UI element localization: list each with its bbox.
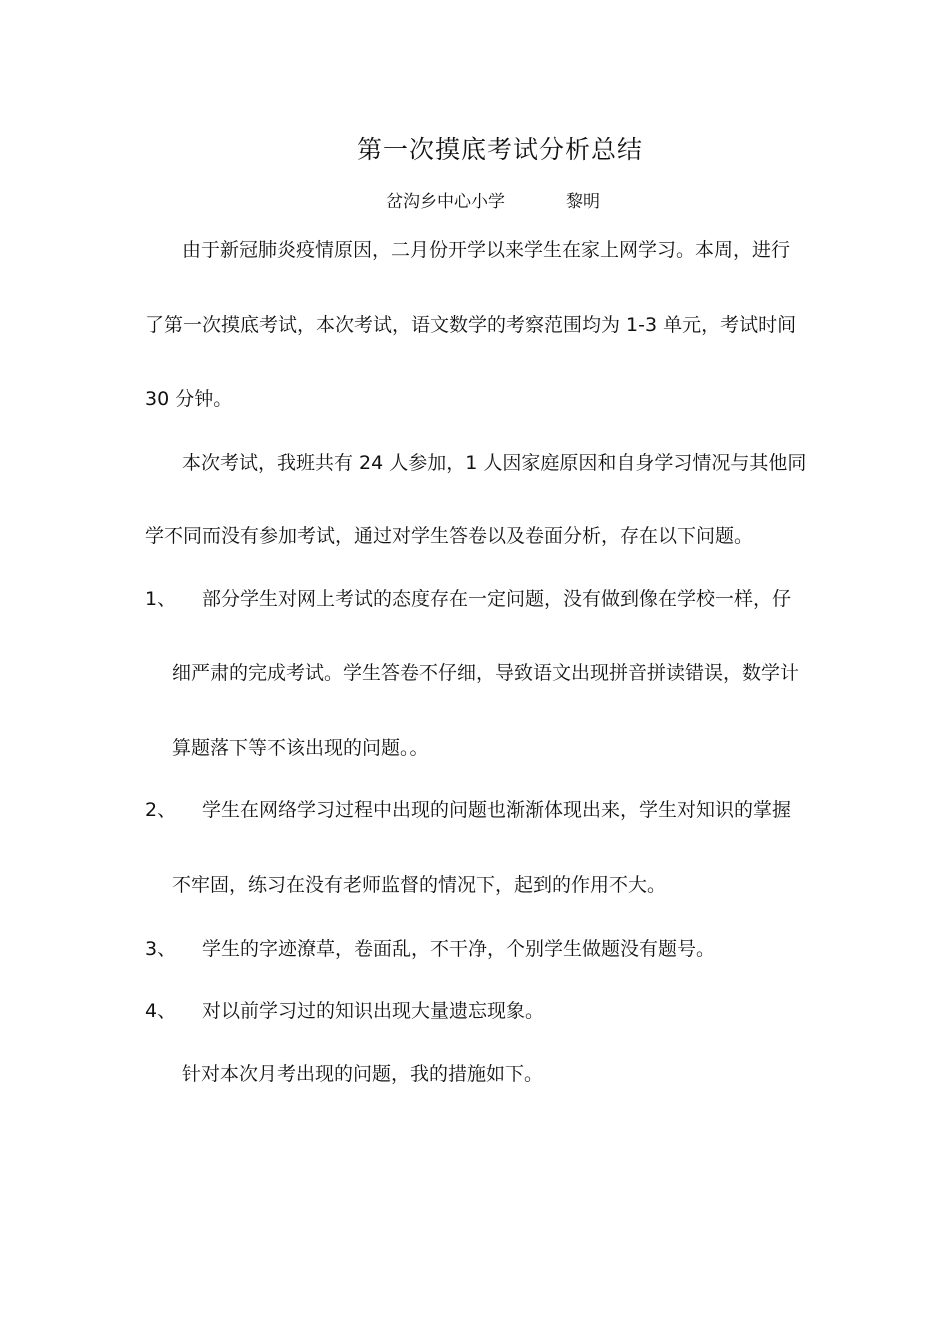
list-item-number: 3、 [145, 938, 177, 960]
paragraph-line: 本次考试，我班共有 24 人参加，1 人因家庭原因和自身学习情况与其他同 [182, 452, 807, 474]
list-item-line: 部分学生对网上考试的态度存在一定问题，没有做到像在学校一样，仔 [202, 588, 792, 610]
paragraph-line: 30 分钟。 [145, 388, 233, 410]
paragraph-line: 由于新冠肺炎疫情原因，二月份开学以来学生在家上网学习。本周，进行 [182, 239, 791, 261]
list-item-line: 学生在网络学习过程中出现的问题也渐渐体现出来，学生对知识的掌握 [202, 799, 792, 821]
list-item-line: 学生的字迹潦草，卷面乱，不干净，个别学生做题没有题号。 [202, 938, 716, 960]
list-item-line: 算题落下等不该出现的问题。。 [172, 737, 429, 759]
author-name: 黎明 [566, 192, 600, 212]
paragraph-line: 学不同而没有参加考试，通过对学生答卷以及卷面分析，存在以下问题。 [145, 525, 754, 547]
list-item-line: 细严肃的完成考试。学生答卷不仔细，导致语文出现拼音拼读错误，数学计 [172, 662, 800, 684]
list-item-line: 不牢固，练习在没有老师监督的情况下，起到的作用不大。 [172, 874, 667, 896]
list-item-number: 2、 [145, 799, 177, 821]
document-title: 第一次摸底考试分析总结 [356, 135, 643, 164]
school-name: 岔沟乡中心小学 [386, 192, 505, 212]
closing-line: 针对本次月考出现的问题，我的措施如下。 [182, 1063, 544, 1085]
list-item-number: 1、 [145, 588, 177, 610]
paragraph-line: 了第一次摸底考试，本次考试，语文数学的考察范围均为 1-3 单元，考试时间 [145, 314, 797, 336]
list-item-line: 对以前学习过的知识出现大量遗忘现象。 [202, 1000, 545, 1022]
list-item-number: 4、 [145, 1000, 177, 1022]
